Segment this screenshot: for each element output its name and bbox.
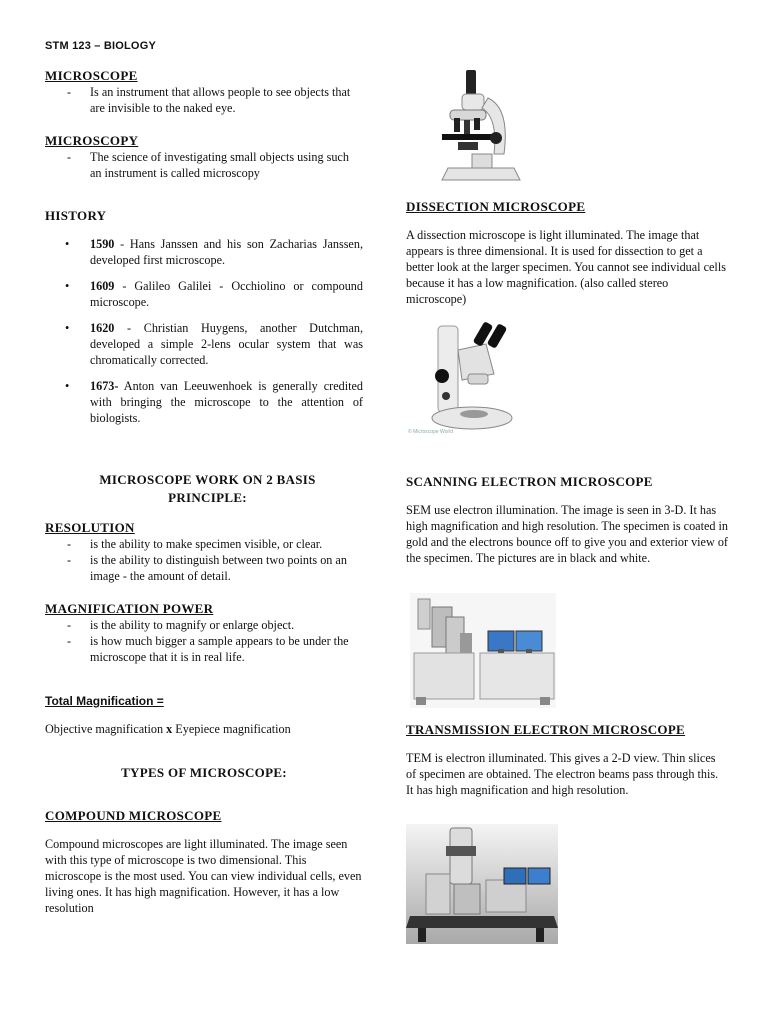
- magnification-heading: MAGNIFICATION POWER: [45, 601, 214, 616]
- resolution-heading: RESOLUTION: [45, 520, 135, 535]
- history-text: - Christian Huygens, another Dutchman, developed a simple 2-lens ocular system that was chromatically corrected.: [90, 321, 363, 367]
- formula-objective: Objective magnification: [45, 722, 167, 736]
- tem-description: TEM is electron illuminated. This gives a 2-D view. Thin slices of specimen are obtained. The electron beams pass through this. It has high magnification and high resolution.: [406, 751, 719, 797]
- sem-description: SEM use electron illumination. The image is seen in 3-D. It has high magnification and high resolution. The specimen is coated in gold and the electrons bounce off to give you and exterior view of the specimen. The pictures are in black and white.: [406, 503, 728, 565]
- compound-microscope-image: [428, 68, 528, 186]
- history-year: 1590: [90, 237, 115, 251]
- history-year: 1673-: [90, 379, 119, 393]
- list-item: - The science of investigating small objects using such an instrument is called microscopy: [45, 149, 363, 181]
- course-header: STM 123 – BIOLOGY: [45, 40, 156, 52]
- list-item: - is the ability to make specimen visible, or clear.: [45, 536, 363, 552]
- microscope-definition-list: [45, 84, 363, 116]
- dissection-microscope-image: [406, 318, 518, 436]
- compound-heading: COMPOUND MICROSCOPE: [45, 808, 222, 823]
- history-item: [45, 236, 363, 268]
- history-year: 1609: [90, 279, 115, 293]
- image-credit: © Microscope World: [408, 429, 453, 435]
- compound-section: [45, 808, 363, 916]
- history-item: [45, 320, 363, 368]
- microscope-section: [45, 68, 363, 116]
- history-list: [45, 236, 363, 426]
- microscopy-section: [45, 133, 363, 181]
- sem-image: [410, 593, 556, 708]
- history-heading: HISTORY: [45, 208, 107, 223]
- compound-description: Compound microscopes are light illuminated. The image seen with this type of microscope is two dimensional. This microscope is the most used. You can view individual cells, even living ones. It has high magnification. However, it has a low resolution: [45, 837, 362, 915]
- list-item: - is how much bigger a sample appears to be under the microscope that it is in real life.: [45, 633, 363, 665]
- sem-heading: SCANNING ELECTRON MICROSCOPE: [406, 474, 653, 489]
- history-section: [45, 208, 363, 436]
- history-year: 1620: [90, 321, 115, 335]
- history-text: - Hans Janssen and his son Zacharias Janssen, developed first microscope.: [90, 237, 363, 267]
- dissection-section: [406, 199, 728, 307]
- resolution-list: [45, 536, 363, 584]
- sem-section: [406, 474, 728, 566]
- magnification-section: [45, 601, 363, 665]
- dissection-heading: DISSECTION MICROSCOPE: [406, 199, 586, 214]
- history-item: [45, 378, 363, 426]
- dissection-description: A dissection microscope is light illuminated. The image that appears is three dimensional. It is used for dissection to get a better look at the larger specimen. You cannot see individual cells because it has a low magnification. (also called stereo microscope): [406, 228, 726, 306]
- list-item: - is the ability to magnify or enlarge object.: [45, 617, 363, 633]
- microscopy-definition-list: [45, 149, 363, 181]
- formula-eyepiece: Eyepiece magnification: [172, 722, 291, 736]
- total-magnification-label: Total Magnification =: [45, 694, 164, 708]
- formula-times: x: [166, 722, 173, 736]
- principle-heading: MICROSCOPE WORK ON 2 BASIS PRINCIPLE:: [99, 472, 316, 505]
- tem-heading: TRANSMISSION ELECTRON MICROSCOPE: [406, 722, 686, 737]
- list-item: - is the ability to distinguish between two points on an image - the amount of detail.: [45, 552, 363, 584]
- magnification-list: [45, 617, 363, 665]
- resolution-section: [45, 520, 363, 584]
- list-item: - Is an instrument that allows people to see objects that are invisible to the naked eye.: [45, 84, 363, 116]
- tem-image: [406, 824, 558, 944]
- history-text: Anton van Leeuwenhoek is generally credited with bringing the microscope to the attention of biologists.: [90, 379, 363, 425]
- microscope-heading: MICROSCOPE: [45, 68, 138, 83]
- total-magnification-formula: [45, 721, 375, 737]
- history-item: [45, 278, 363, 310]
- history-text: - Galileo Galilei - Occhiolino or compound microscope.: [90, 279, 363, 309]
- tem-section: [406, 722, 728, 798]
- microscopy-heading: MICROSCOPY: [45, 133, 139, 148]
- types-heading: TYPES OF MICROSCOPE:: [121, 765, 287, 780]
